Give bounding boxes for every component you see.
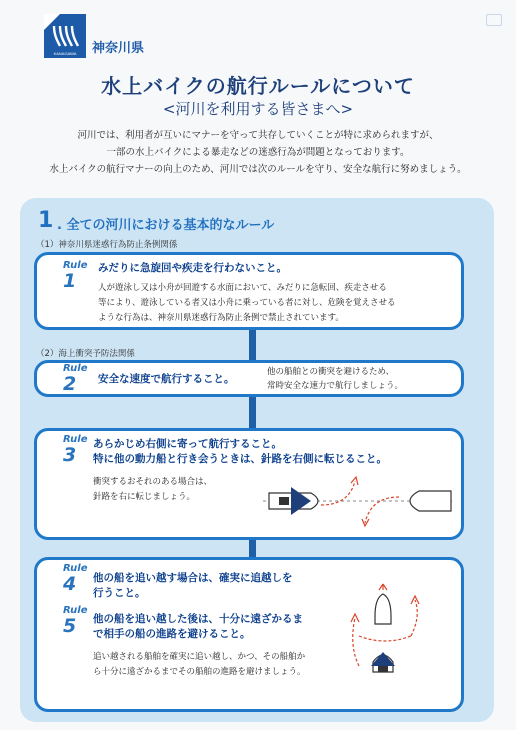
rule-label: Rule 3: [63, 434, 88, 466]
jet-ski-icon: [269, 487, 318, 515]
connector-bar: [249, 330, 256, 360]
prefecture-name: 神奈川県: [92, 41, 145, 56]
rule-heading: 安全な速度で航行すること。: [98, 373, 235, 385]
subsection-ordinance: （1）神奈川県迷惑行為防止条例関係: [36, 240, 178, 250]
page-title: 水上バイクの航行ルールについて: [101, 74, 415, 98]
rule-body: 他の船舶との衝突を避けるため、 常時安全な速力で航行しましょう。: [267, 367, 404, 391]
rule-card-1: [34, 252, 464, 330]
boat-icon: [410, 491, 451, 511]
svg-text:KANAGAWA: KANAGAWA: [53, 51, 77, 56]
section-number: 1: [38, 208, 54, 233]
overtake-arrow: [353, 618, 359, 666]
turn-arrow: [365, 497, 399, 523]
rule-body: 追い越される船舶を確実に追い越し、かつ、その船舶か ら十分に遠ざかるまでその船舶の進路を避けましょう。: [93, 652, 306, 677]
section-title: . 全ての河川における基本的なルール: [57, 218, 275, 233]
rule-label: Rule 5: [63, 605, 88, 637]
rule-heading: 他の船を追い越した後は、十分に遠ざかるま で相手の船の進路を避けること。: [93, 613, 303, 640]
rule-label: Rule 4: [63, 563, 88, 595]
rule-heading: 他の船を追い越す場合は、確実に追越しを 行うこと。: [93, 572, 293, 599]
rule-body: 人が遊泳し又は小舟が回遊する水面において、みだりに急転回、疾走させる 等により、遊泳している者又は小舟に乗っている者に対し、危険を覚えさせる ような行為は、神奈川県迷惑行為防止条例で禁止されています。: [98, 283, 396, 323]
connector-bar: [249, 540, 256, 557]
page-subtitle: <河川を利用する皆さまへ>: [162, 100, 354, 118]
intro-text: [36, 127, 480, 178]
rule-heading: みだりに急旋回や疾走を行わないこと。: [98, 262, 287, 274]
kanagawa-emblem-icon: [44, 14, 86, 58]
rule-label: Rule 1: [63, 260, 88, 292]
rule-card-4-5: [34, 557, 464, 712]
intro-line: 河川では、利用者が互いにマナーを守って共存していくことが特に求められますが、: [77, 130, 439, 141]
rule-card-2: [34, 360, 464, 397]
connector-bar: [249, 397, 256, 428]
rule-body: 衝突するおそれのある場合は、 針路を右に転じましょう。: [93, 477, 213, 502]
corner-mark: [486, 14, 502, 26]
boat-icon: [375, 594, 391, 624]
rule-label: Rule 2: [63, 363, 88, 395]
jet-ski-icon: [371, 652, 395, 672]
head-on-diagram: [259, 471, 459, 531]
subsection-collision-law: （2）海上衝突予防法関係: [36, 349, 135, 359]
overtaking-diagram: [345, 576, 445, 676]
rule-card-3: [34, 428, 464, 540]
intro-line: 一部の水上バイクによる暴走などの迷惑行為が問題となっております。: [106, 147, 410, 158]
rule-heading: あらかじめ右側に寄って航行すること。 特に他の動力船と行き会うときは、針路を右側に転じること。: [93, 438, 387, 465]
intro-line: 水上バイクの航行マナーの向上のため、河川では次のルールを守り、安全な航行に努めましょう。: [49, 164, 467, 175]
